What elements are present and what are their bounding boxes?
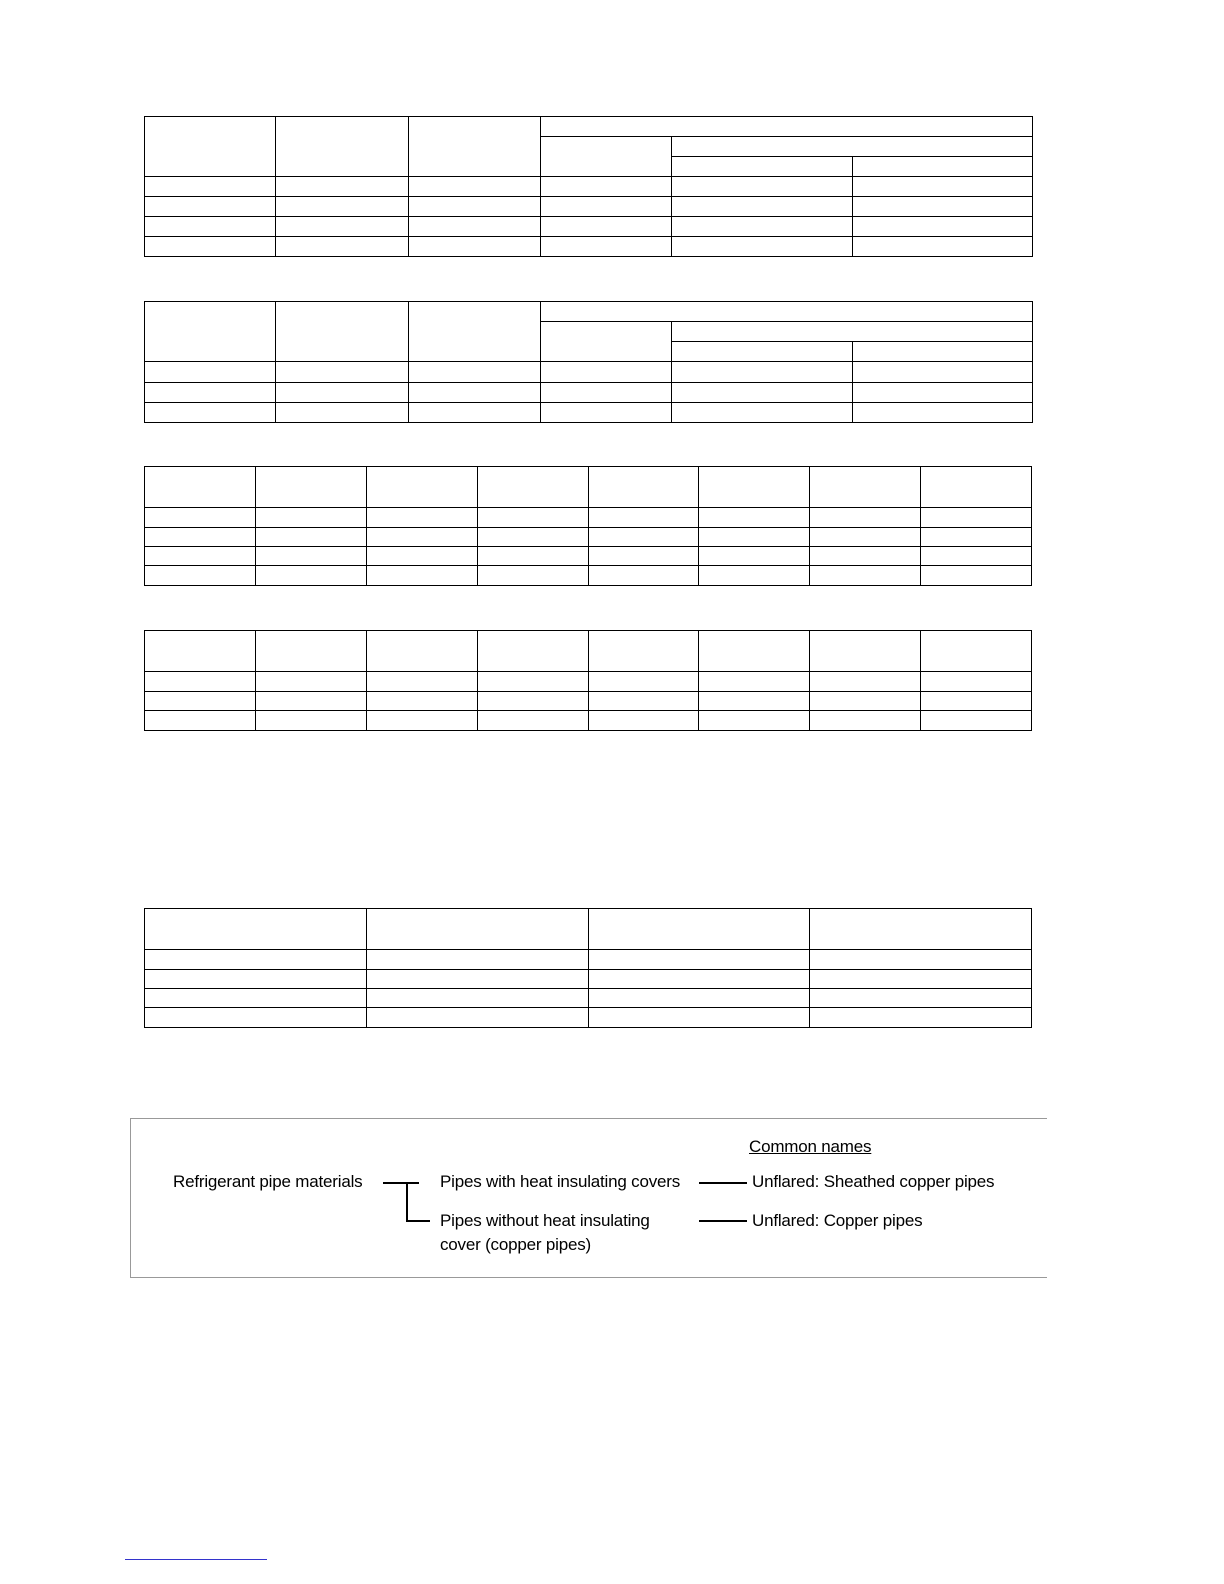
table-row: [145, 402, 1033, 422]
root-label: Refrigerant pipe materials: [173, 1172, 363, 1191]
connector-name-1: [699, 1182, 747, 1184]
table-header-row: [145, 117, 1033, 137]
connector-root: [383, 1182, 419, 1184]
table-row: [145, 989, 1032, 1008]
table-header-row: [145, 302, 1033, 322]
table-row: [145, 711, 1032, 731]
common-names-header: Common names: [749, 1137, 872, 1156]
table-row: [145, 217, 1033, 237]
table-row: [145, 382, 1033, 402]
table-row: [145, 237, 1033, 257]
pipe-materials-diagram: [130, 1118, 1047, 1278]
table-row: [145, 547, 1032, 566]
table-row: [145, 508, 1032, 527]
table-row: [145, 691, 1032, 711]
table-row: [145, 197, 1033, 217]
table-row: [145, 1008, 1032, 1028]
connector-branch-2: [406, 1220, 430, 1222]
branch-1-label: Pipes with heat insulating covers: [440, 1172, 681, 1191]
connector-vertical: [406, 1182, 408, 1221]
branch-2-label-line2: cover (copper pipes): [440, 1235, 591, 1254]
table-2: [144, 301, 1033, 423]
table-row: [145, 527, 1032, 546]
connector-name-2: [699, 1220, 747, 1222]
table-row: [145, 362, 1033, 382]
table-5: [144, 908, 1032, 1028]
table-header-row: [145, 909, 1032, 950]
table-3: [144, 466, 1032, 586]
footer-divider: [125, 1559, 267, 1560]
common-name-1: Unflared: Sheathed copper pipes: [752, 1172, 995, 1191]
table-row: [145, 177, 1033, 197]
table-row: [145, 566, 1032, 586]
table-row: [145, 950, 1032, 969]
table-row: [145, 672, 1032, 692]
table-header-row: [145, 467, 1032, 508]
branch-2-label-line1: Pipes without heat insulating: [440, 1211, 650, 1230]
table-1: [144, 116, 1033, 257]
table-4: [144, 630, 1032, 731]
table-header-row: [145, 631, 1032, 672]
table-row: [145, 969, 1032, 988]
common-name-2: Unflared: Copper pipes: [752, 1211, 923, 1230]
